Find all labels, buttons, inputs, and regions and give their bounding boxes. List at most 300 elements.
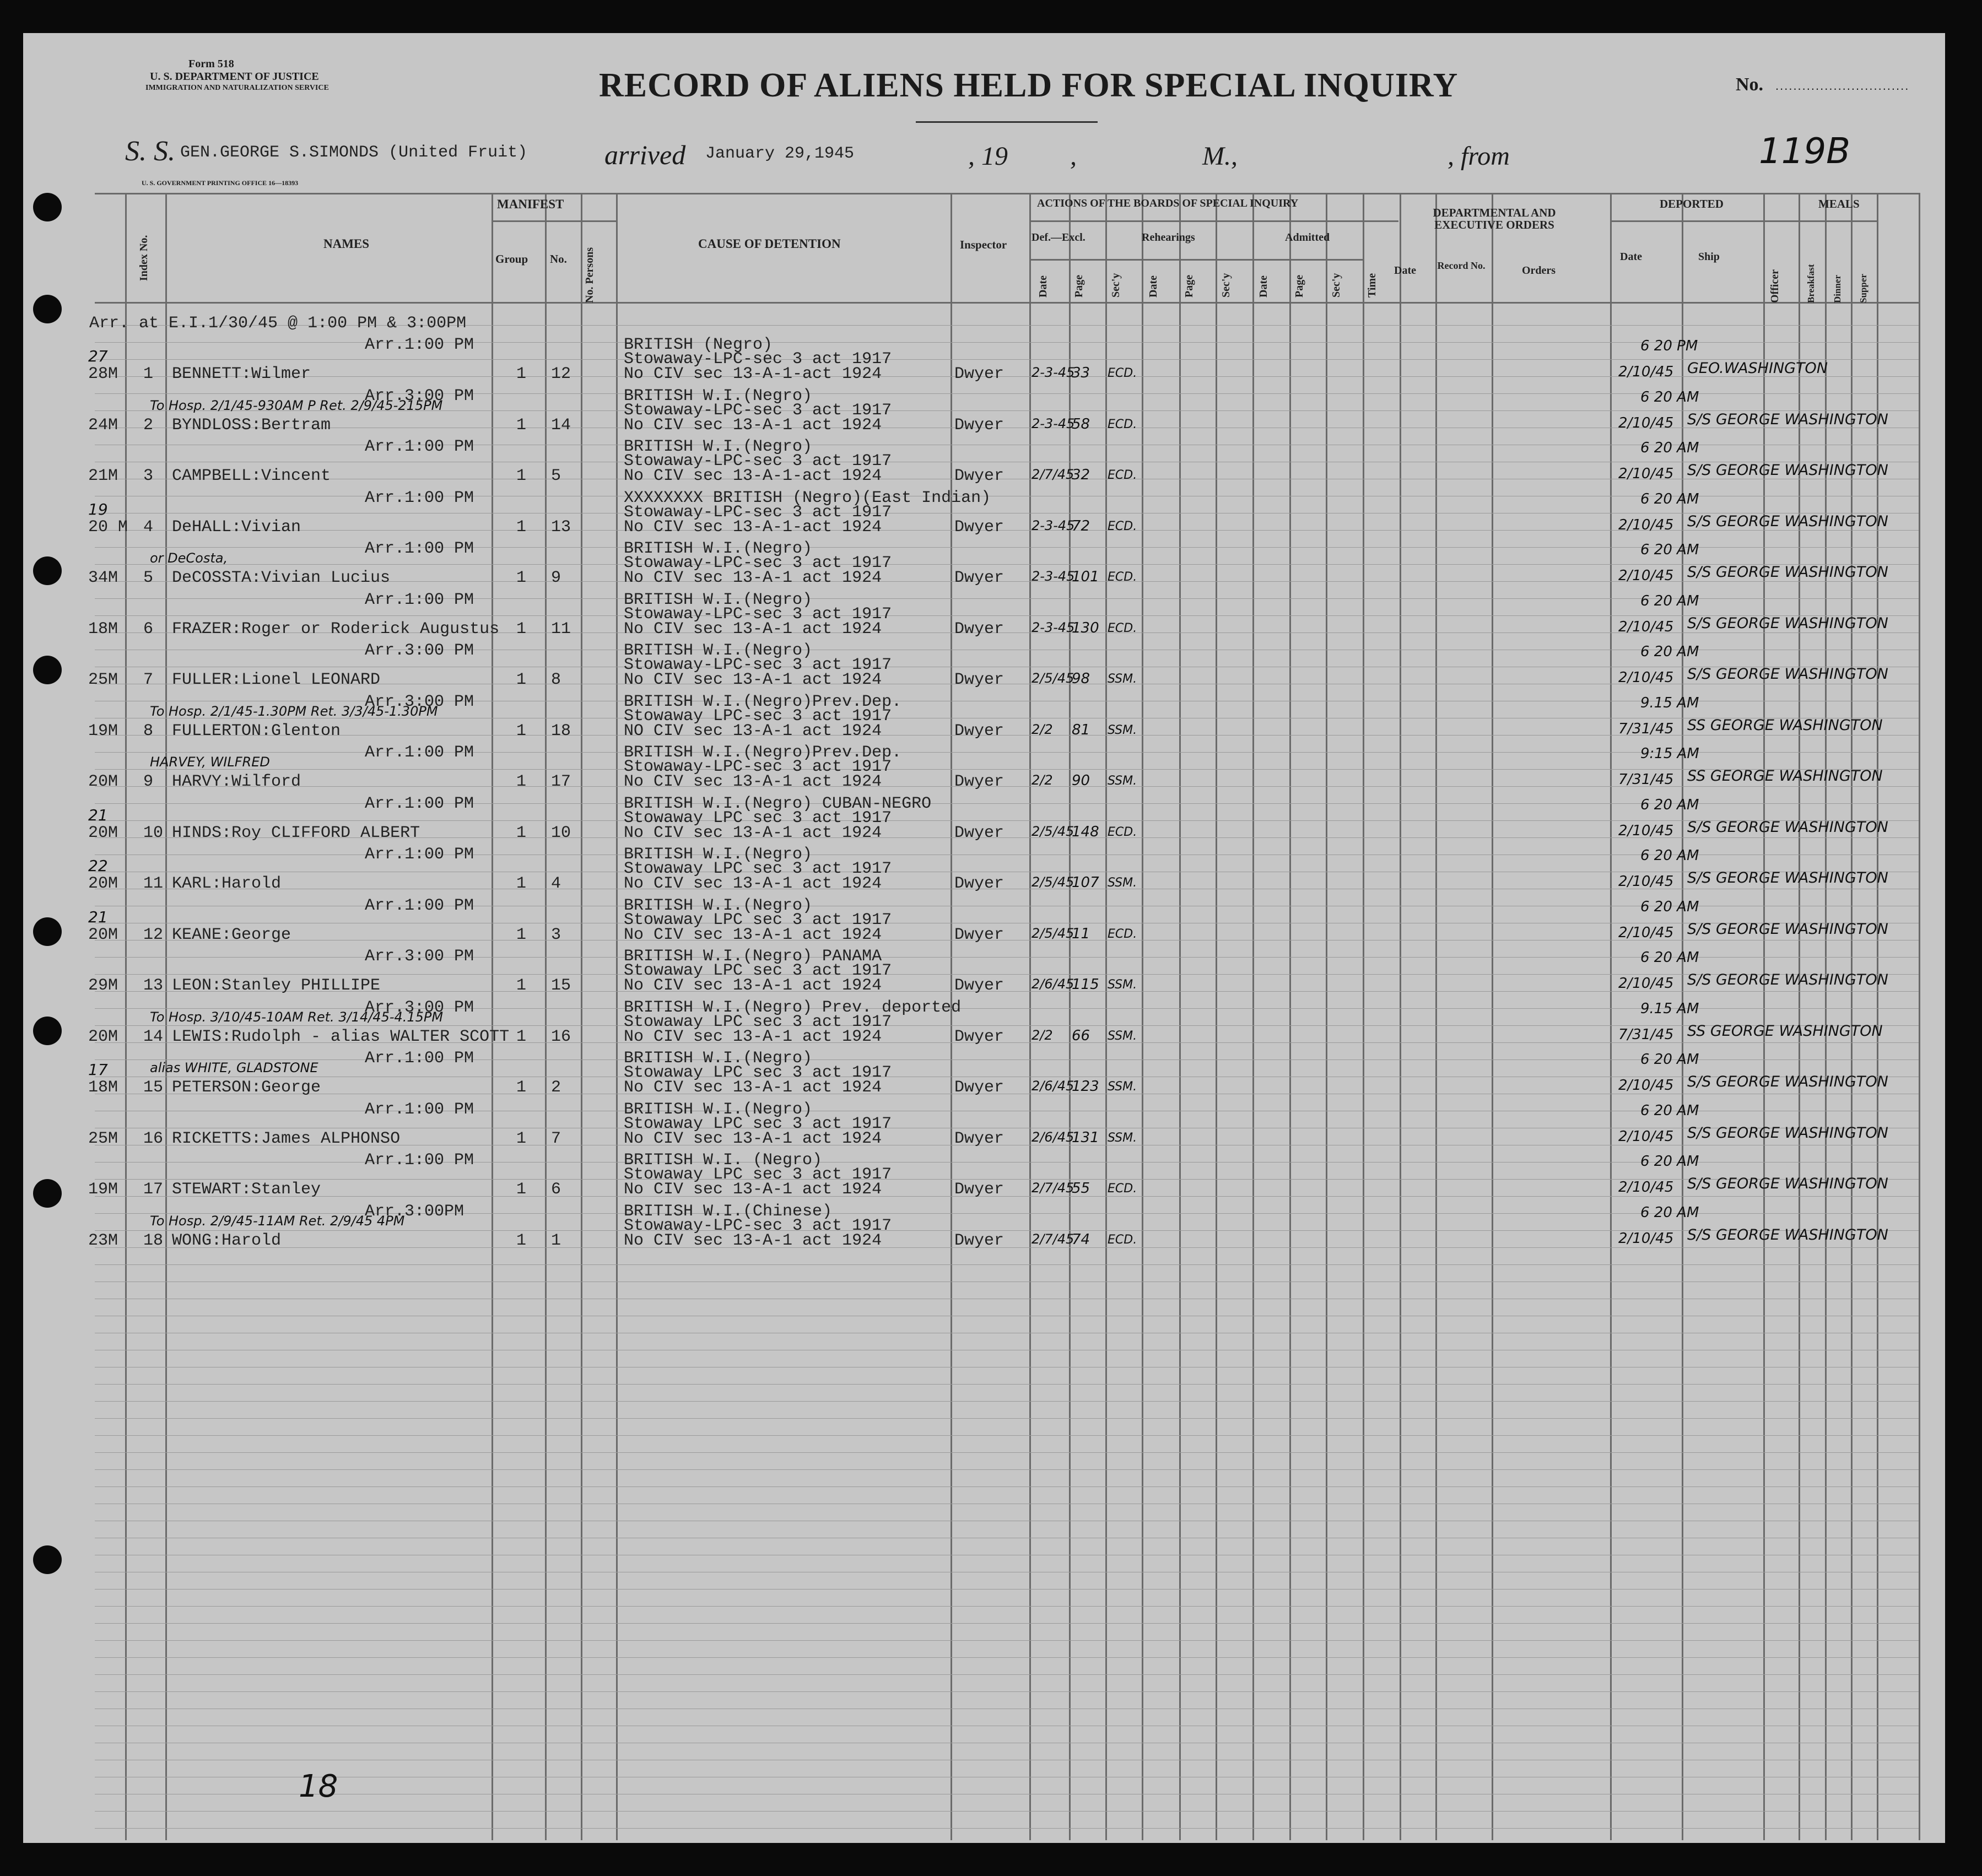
board-secy: SSM. [1108,1131,1137,1145]
cause-line-1: BRITISH W.I.(Chinese) [624,1202,833,1221]
year-label: , 19 [968,142,1008,171]
cause-line-3: No CIV sec 13-A-1 act 1924 [624,415,882,435]
deport-time: 6 20 AM [1640,388,1699,406]
rule-line [95,615,1919,616]
index-number: 11 [143,874,164,893]
def-secy-header: Sec'y [1110,273,1122,298]
alien-name: STEWART:Stanley [172,1180,321,1199]
cause-line-2: Stowaway LPC sec 3 act 1917 [624,1114,892,1133]
arrived-label: arrived [604,139,686,170]
board-date: 2-3-45 [1031,365,1075,380]
cause-line-2: Stowaway-LPC-sec 3 act 1917 [624,554,892,572]
grid-vline [545,193,547,1840]
group: 1 [516,517,527,537]
cause-line-1: XXXXXXXX BRITISH (Negro)(East Indian) [624,488,991,507]
deport-ship: S/S GEORGE WASHINGTON [1687,1124,1888,1142]
group: 1 [516,1129,527,1148]
rule-line [95,1196,1919,1197]
deported-header: DEPORTED [1660,197,1724,210]
age: 18M [88,1078,118,1097]
manifest-no: 13 [551,517,571,537]
board-date: 2-3-45 [1031,415,1075,431]
alien-name: DeCOSSTA:Vivian Lucius [172,569,391,587]
rule-line [95,1264,1919,1265]
rule-line [95,1469,1919,1470]
index-header: Index No. [138,235,150,281]
board-page: 58 [1072,415,1090,432]
arrival-time: Arr.3:00 PM [365,947,474,966]
manifest-no: 17 [551,772,571,791]
index-number: 7 [143,671,154,689]
manifest-no: 5 [551,467,561,485]
supper-header: Supper [1858,274,1868,303]
index-number: 17 [143,1180,164,1199]
cause-line-2: Stowaway-LPC-sec 3 act 1917 [624,1216,892,1235]
group: 1 [516,1027,527,1046]
cause-line-2: Stowaway-LPC-sec 3 act 1917 [624,604,892,624]
grid-vline [1029,193,1031,1840]
board-page: 72 [1072,517,1090,534]
group: 1 [516,415,527,435]
rule-line [95,1640,1919,1641]
cause-line-1: BRITISH W.I.(Negro) [624,896,813,915]
deport-time: 6 20 PM [1640,338,1698,354]
deport-ship: S/S GEORGE WASHINGTON [1687,462,1888,479]
inspector: Dwyer [954,1078,1004,1097]
index-number: 15 [143,1078,164,1097]
board-secy: SSM. [1108,672,1137,686]
board-date: 2/6/45 [1031,1078,1074,1094]
record-number-label: No. [1736,74,1764,95]
cause-line-2: Stowaway-LPC-sec 3 act 1917 [624,758,892,776]
deport-ship: S/S GEORGE WASHINGTON [1687,971,1888,988]
record-no-header: Record No. [1437,260,1486,271]
index-number: 5 [143,569,154,587]
deport-ship: GEO.WASHINGTON [1687,360,1828,377]
alien-name: WONG:Harold [172,1231,282,1250]
deport-date: 2/10/45 [1618,924,1674,941]
board-page: 131 [1072,1129,1099,1146]
index-number: 8 [143,721,154,740]
cause-line-3: No CIV sec 13-A-1 act 1924 [624,1078,882,1097]
board-date: 2/5/45 [1031,925,1074,941]
arrival-time: Arr.3:00 PM [365,641,474,660]
board-secy: SSM. [1108,876,1137,890]
board-date: 2-3-45 [1031,517,1075,533]
deport-ship: S/S GEORGE WASHINGTON [1687,1226,1888,1244]
rule-line [95,1811,1919,1812]
board-date: 2/7/45 [1031,1231,1074,1247]
manifest-no-header: No. [550,252,567,266]
cause-line-1: BRITISH W.I.(Negro) [624,1100,813,1119]
deport-date: 2/10/45 [1618,516,1674,533]
deport-ship: SS GEORGE WASHINGTON [1687,716,1883,734]
manifest-no: 4 [551,874,561,893]
deport-ship: S/S GEORGE WASHINGTON [1687,1073,1888,1090]
cause-line-3: No CIV sec 13-A-1-act 1924 [624,365,882,383]
annotation: HARVEY, WILFRED [150,754,270,770]
deport-ship: S/S GEORGE WASHINGTON [1687,614,1888,632]
adm-time-header: Time [1366,273,1378,298]
deport-time: 6 20 AM [1640,847,1699,864]
annotation: To Hosp. 3/10/45-10AM Ret. 3/14/45-4.15PM [150,1009,444,1025]
deported-date-header: Date [1620,251,1642,263]
cause-line-1: BRITISH W.I. (Negro) [624,1151,823,1170]
arrival-time: Arr.1:00 PM [365,845,474,864]
index-number: 3 [143,467,154,485]
def-excl-header: Def.—Excl. [1031,231,1085,244]
manifest-no: 6 [551,1180,561,1199]
grid-vline [1492,193,1493,1840]
board-secy: ECD. [1108,621,1137,635]
grid-vline [1289,193,1291,1840]
board-secy: SSM. [1108,1029,1137,1043]
inspector: Dwyer [954,1027,1004,1046]
cause-line-1: BRITISH W.I.(Negro) [624,437,813,456]
grid-vline [581,193,582,1840]
alien-name: CAMPBELL:Vincent [172,467,331,485]
arrival-time: Arr.1:00 PM [365,1100,474,1119]
cause-line-1: BRITISH W.I.(Negro) Prev. deported [624,998,962,1017]
index-number: 6 [143,619,154,639]
board-secy: SSM. [1108,978,1137,992]
deport-time: 6 20 AM [1640,592,1699,609]
service-name: IMMIGRATION AND NATURALIZATION SERVICE [145,84,329,92]
m-label: M., [1202,142,1238,171]
cause-line-3: No CIV sec 13-A-1 act 1924 [624,874,882,893]
board-date: 2/6/45 [1031,1129,1074,1145]
grid-vline [1825,193,1827,1840]
alien-name: BENNETT:Wilmer [172,365,311,383]
dinner-header: Dinner [1832,275,1843,303]
board-secy: ECD. [1108,519,1137,533]
index-number: 13 [143,976,164,995]
deport-ship: SS GEORGE WASHINGTON [1687,1022,1883,1040]
cause-line-1: BRITISH W.I.(Negro) PANAMA [624,947,882,966]
deport-ship: S/S GEORGE WASHINGTON [1687,869,1888,886]
admitted-header: Admitted [1285,231,1330,244]
deport-date: 2/10/45 [1618,1128,1674,1145]
board-page: 32 [1072,467,1090,483]
board-secy: ECD. [1108,468,1137,482]
group: 1 [516,772,527,791]
inspector-header: Inspector [960,238,1007,251]
group: 1 [516,721,527,740]
board-page: 107 [1072,874,1099,891]
alien-name: LEON:Stanley PHILLIPE [172,976,381,995]
age: 29M [88,976,118,995]
cause-line-2: Stowaway-LPC-sec 3 act 1917 [624,401,892,420]
deport-date: 2/10/45 [1618,822,1674,839]
alien-name: PETERSON:George [172,1078,321,1097]
deport-date: 7/31/45 [1618,720,1674,737]
group: 1 [516,823,527,842]
age-correction: 22 [88,857,108,875]
inspector: Dwyer [954,925,1004,944]
deport-time: 6 20 AM [1640,1153,1699,1170]
grid-vline [1105,193,1107,1840]
age: 19M [88,721,118,740]
age: 20M [88,823,118,842]
cause-line-3: NO CIV sec 13-A-1 act 1924 [624,721,882,740]
cause-line-2: Stowaway LPC sec 3 act 1917 [624,1063,892,1082]
deport-ship: S/S GEORGE WASHINGTON [1687,818,1888,836]
inspector: Dwyer [954,772,1004,791]
binder-hole [33,193,62,221]
age-correction: 19 [88,500,108,518]
inspector: Dwyer [954,467,1004,485]
board-secy: SSM. [1108,1080,1137,1094]
cause-line-3: No CIV sec 13-A-1 act 1924 [624,1027,882,1046]
inspector: Dwyer [954,1231,1004,1250]
deport-date: 2/10/45 [1618,1077,1674,1094]
grid-vline [1326,193,1327,1840]
board-page: 90 [1072,772,1090,789]
deport-date: 2/10/45 [1618,873,1674,890]
grid-vline [1069,193,1071,1840]
reh-date-header: Date [1147,275,1159,298]
cause-line-1: BRITISH W.I.(Negro)Prev.Dep. [624,743,902,762]
department-name: U. S. DEPARTMENT OF JUSTICE [150,71,319,83]
cause-line-1: BRITISH W.I.(Negro) [624,1049,813,1068]
arrival-time: Arr.1:00 PM [365,743,474,762]
arrival-time: Arr.1:00 PM [365,590,474,609]
deported-ship-header: Ship [1698,251,1720,263]
deport-date: 7/31/45 [1618,771,1674,788]
board-page: 33 [1072,365,1090,381]
adm-page-header: Page [1293,274,1305,298]
board-page: 130 [1072,619,1099,636]
manifest-header: MANIFEST [497,197,564,211]
grid-hline [1029,220,1398,222]
deport-time: 6 20 AM [1640,1102,1699,1119]
form-number: Form 518 [188,58,234,70]
cause-header: CAUSE OF DETENTION [698,237,841,251]
age: 25M [88,1129,118,1148]
cause-line-2: Stowaway LPC sec 3 act 1917 [624,961,892,980]
arrival-time: Arr.3:00PM [365,1202,465,1221]
group: 1 [516,569,527,587]
cause-line-2: Stowaway LPC sec 3 act 1917 [624,859,892,878]
rule-line [95,1247,1919,1248]
cause-line-3: No CIV sec 13-A-1 act 1924 [624,925,882,944]
arrival-time: Arr.3:00 PM [365,386,474,406]
deport-time: 6 20 AM [1640,490,1699,507]
index-number: 9 [143,772,154,791]
names-header: NAMES [323,237,370,251]
grid-vline [1363,193,1364,1840]
board-page: 148 [1072,823,1099,840]
rule-line [95,1384,1919,1385]
comma-mark: , [1070,142,1077,171]
inspector: Dwyer [954,415,1004,435]
deport-date: 2/10/45 [1618,618,1674,635]
rehearings-header: Rehearings [1142,231,1195,244]
manifest-no: 7 [551,1129,561,1148]
alien-name: KARL:Harold [172,874,282,893]
rule-line [95,1452,1919,1453]
age-correction: 21 [88,805,108,824]
grid-vline [1435,193,1437,1840]
title-underline [916,121,1098,123]
cause-line-2: Stowaway-LPC-sec 3 act 1917 [624,656,892,674]
annotation: To Hosp. 2/1/45-1.30PM Ret. 3/3/45-1.30PM [150,703,438,719]
gpo-note: U. S. GOVERNMENT PRINTING OFFICE 16—18393 [142,179,299,187]
inspector: Dwyer [954,874,1004,893]
ss-label: S. S. [125,136,175,167]
age: 20M [88,874,118,893]
reh-page-header: Page [1183,274,1195,298]
inspector: Dwyer [954,823,1004,842]
alien-name: FRAZER:Roger or Roderick Augustus [172,619,500,639]
inspector: Dwyer [954,365,1004,383]
deport-date: 2/10/45 [1618,466,1674,482]
margin-mark: 18 [299,1769,338,1804]
cause-line-2: Stowaway-LPC-sec 3 act 1917 [624,350,892,369]
board-secy: ECD. [1108,417,1137,431]
age-correction: 21 [88,907,108,926]
manifest-no: 8 [551,671,561,689]
grid-vline [1851,193,1853,1840]
orders-header: Orders [1522,264,1556,277]
deport-time: 6 20 AM [1640,898,1699,915]
alien-name: LEWIS:Rudolph - alias WALTER SCOTT [172,1027,510,1046]
grid-hline [95,302,1919,304]
group: 1 [516,1078,527,1097]
ledger-sheet [23,33,1945,1843]
binder-hole [33,556,62,585]
inspector: Dwyer [954,1180,1004,1199]
deport-ship: S/S GEORGE WASHINGTON [1687,564,1888,581]
group: 1 [516,874,527,893]
annotation: To Hosp. 2/1/45-930AM P Ret. 2/9/45-215PM [150,397,443,413]
grid-vline [1799,193,1800,1840]
grid-hline [1029,259,1363,261]
cause-line-1: BRITISH W.I.(Negro) [624,641,813,660]
board-date: 2/7/45 [1031,1180,1074,1196]
arrival-time: Arr.1:00 PM [365,896,474,915]
grid-hline [95,193,1919,194]
group: 1 [516,467,527,485]
rule-line [95,974,1919,975]
deport-ship: S/S GEORGE WASHINGTON [1687,410,1888,428]
group: 1 [516,1180,527,1199]
alien-name: KEANE:George [172,925,291,944]
arrival-time: Arr.1:00 PM [365,1151,474,1170]
grid-vline [1610,193,1612,1840]
cause-line-1: BRITISH W.I.(Negro)Prev.Dep. [624,692,902,711]
deport-ship: S/S GEORGE WASHINGTON [1687,920,1888,938]
inspector: Dwyer [954,721,1004,740]
cause-line-2: Stowaway LPC sec 3 act 1917 [624,910,892,929]
rule-line [95,1606,1919,1607]
index-number: 16 [143,1129,164,1148]
cause-line-2: Stowaway LPC sec 3 act 1917 [624,1012,892,1031]
cause-line-1: BRITISH W.I.(Negro) [624,386,813,406]
deport-time: 6 20 AM [1640,949,1699,966]
arrival-time: Arr.3:00 PM [365,692,474,711]
grid-vline [1877,193,1878,1840]
group: 1 [516,976,527,995]
deport-ship: S/S GEORGE WASHINGTON [1687,512,1888,530]
rule-line [95,1657,1919,1658]
board-page: 74 [1072,1231,1090,1248]
age: 23M [88,1231,118,1250]
index-number: 14 [143,1027,164,1046]
deport-date: 2/10/45 [1618,975,1674,992]
alien-name: BYNDLOSS:Bertram [172,415,331,435]
ship-name: GEN.GEORGE S.SIMONDS (United Fruit) [180,143,528,162]
manifest-no: 15 [551,976,571,995]
rule-line [95,564,1919,565]
group: 1 [516,1231,527,1250]
deport-ship: S/S GEORGE WASHINGTON [1687,1175,1888,1192]
age: 20M [88,1027,118,1046]
board-secy: ECD. [1108,825,1137,839]
annotation: To Hosp. 2/9/45-11AM Ret. 2/9/45 4PM [150,1213,405,1229]
deport-time: 6 20 AM [1640,1051,1699,1068]
age: 25M [88,671,118,689]
cause-line-2: Stowaway LPC sec 3 act 1917 [624,808,892,828]
binder-hole [33,1179,62,1208]
board-secy: ECD. [1108,1232,1137,1247]
cause-line-3: No CIV sec 13-A-1 act 1924 [624,1180,882,1199]
annotation: alias WHITE, GLADSTONE [150,1060,318,1075]
persons-header: No. Persons [584,247,596,303]
dept-orders-header: DEPARTMENTAL AND EXECUTIVE ORDERS [1433,206,1556,231]
rule-line [95,1418,1919,1419]
manifest-no: 12 [551,365,571,383]
record-number-dots: .............................. [1775,79,1910,93]
age: 20 M [88,517,128,537]
cause-line-1: BRITISH (Negro) [624,336,773,354]
board-page: 123 [1072,1078,1099,1095]
binder-hole [33,917,62,946]
board-date: 2-3-45 [1031,569,1075,584]
index-number: 10 [143,823,164,842]
adm-secy-header: Sec'y [1330,273,1342,298]
board-secy: SSM. [1108,774,1137,788]
deport-date: 2/10/45 [1618,567,1674,584]
board-page: 81 [1072,721,1090,738]
deport-time: 6 20 AM [1640,644,1699,660]
board-page: 11 [1072,925,1090,942]
age: 20M [88,772,118,791]
board-secy: ECD. [1108,366,1137,380]
cause-line-3: No CIV sec 13-A-1-act 1924 [624,517,882,537]
board-date: 2/5/45 [1031,823,1074,839]
rule-line [95,1691,1919,1692]
rule-line [95,1486,1919,1487]
cause-line-1: BRITISH W.I.(Negro) [624,845,813,864]
arrival-time: Arr.1:00 PM [365,539,474,558]
inspector: Dwyer [954,517,1004,537]
index-number: 18 [143,1231,164,1250]
age: 24M [88,415,118,435]
age-correction: 27 [88,347,108,365]
deport-date: 7/31/45 [1618,1026,1674,1043]
cause-line-3: No CIV sec 13-A-1 act 1924 [624,823,882,842]
board-date: 2/2 [1031,1027,1053,1043]
grid-vline [616,193,618,1840]
boards-header: ACTIONS OF THE BOARDS OF SPECIAL INQUIRY [1037,197,1299,209]
cause-line-3: No CIV sec 13-A-1 act 1924 [624,976,882,995]
age: 21M [88,467,118,485]
alien-name: HARVY:Wilford [172,772,301,791]
cause-line-3: No CIV sec 13-A-1 act 1924 [624,569,882,587]
page-title: RECORD OF ALIENS HELD FOR SPECIAL INQUIRY [599,67,1459,104]
rule-line [95,769,1919,770]
